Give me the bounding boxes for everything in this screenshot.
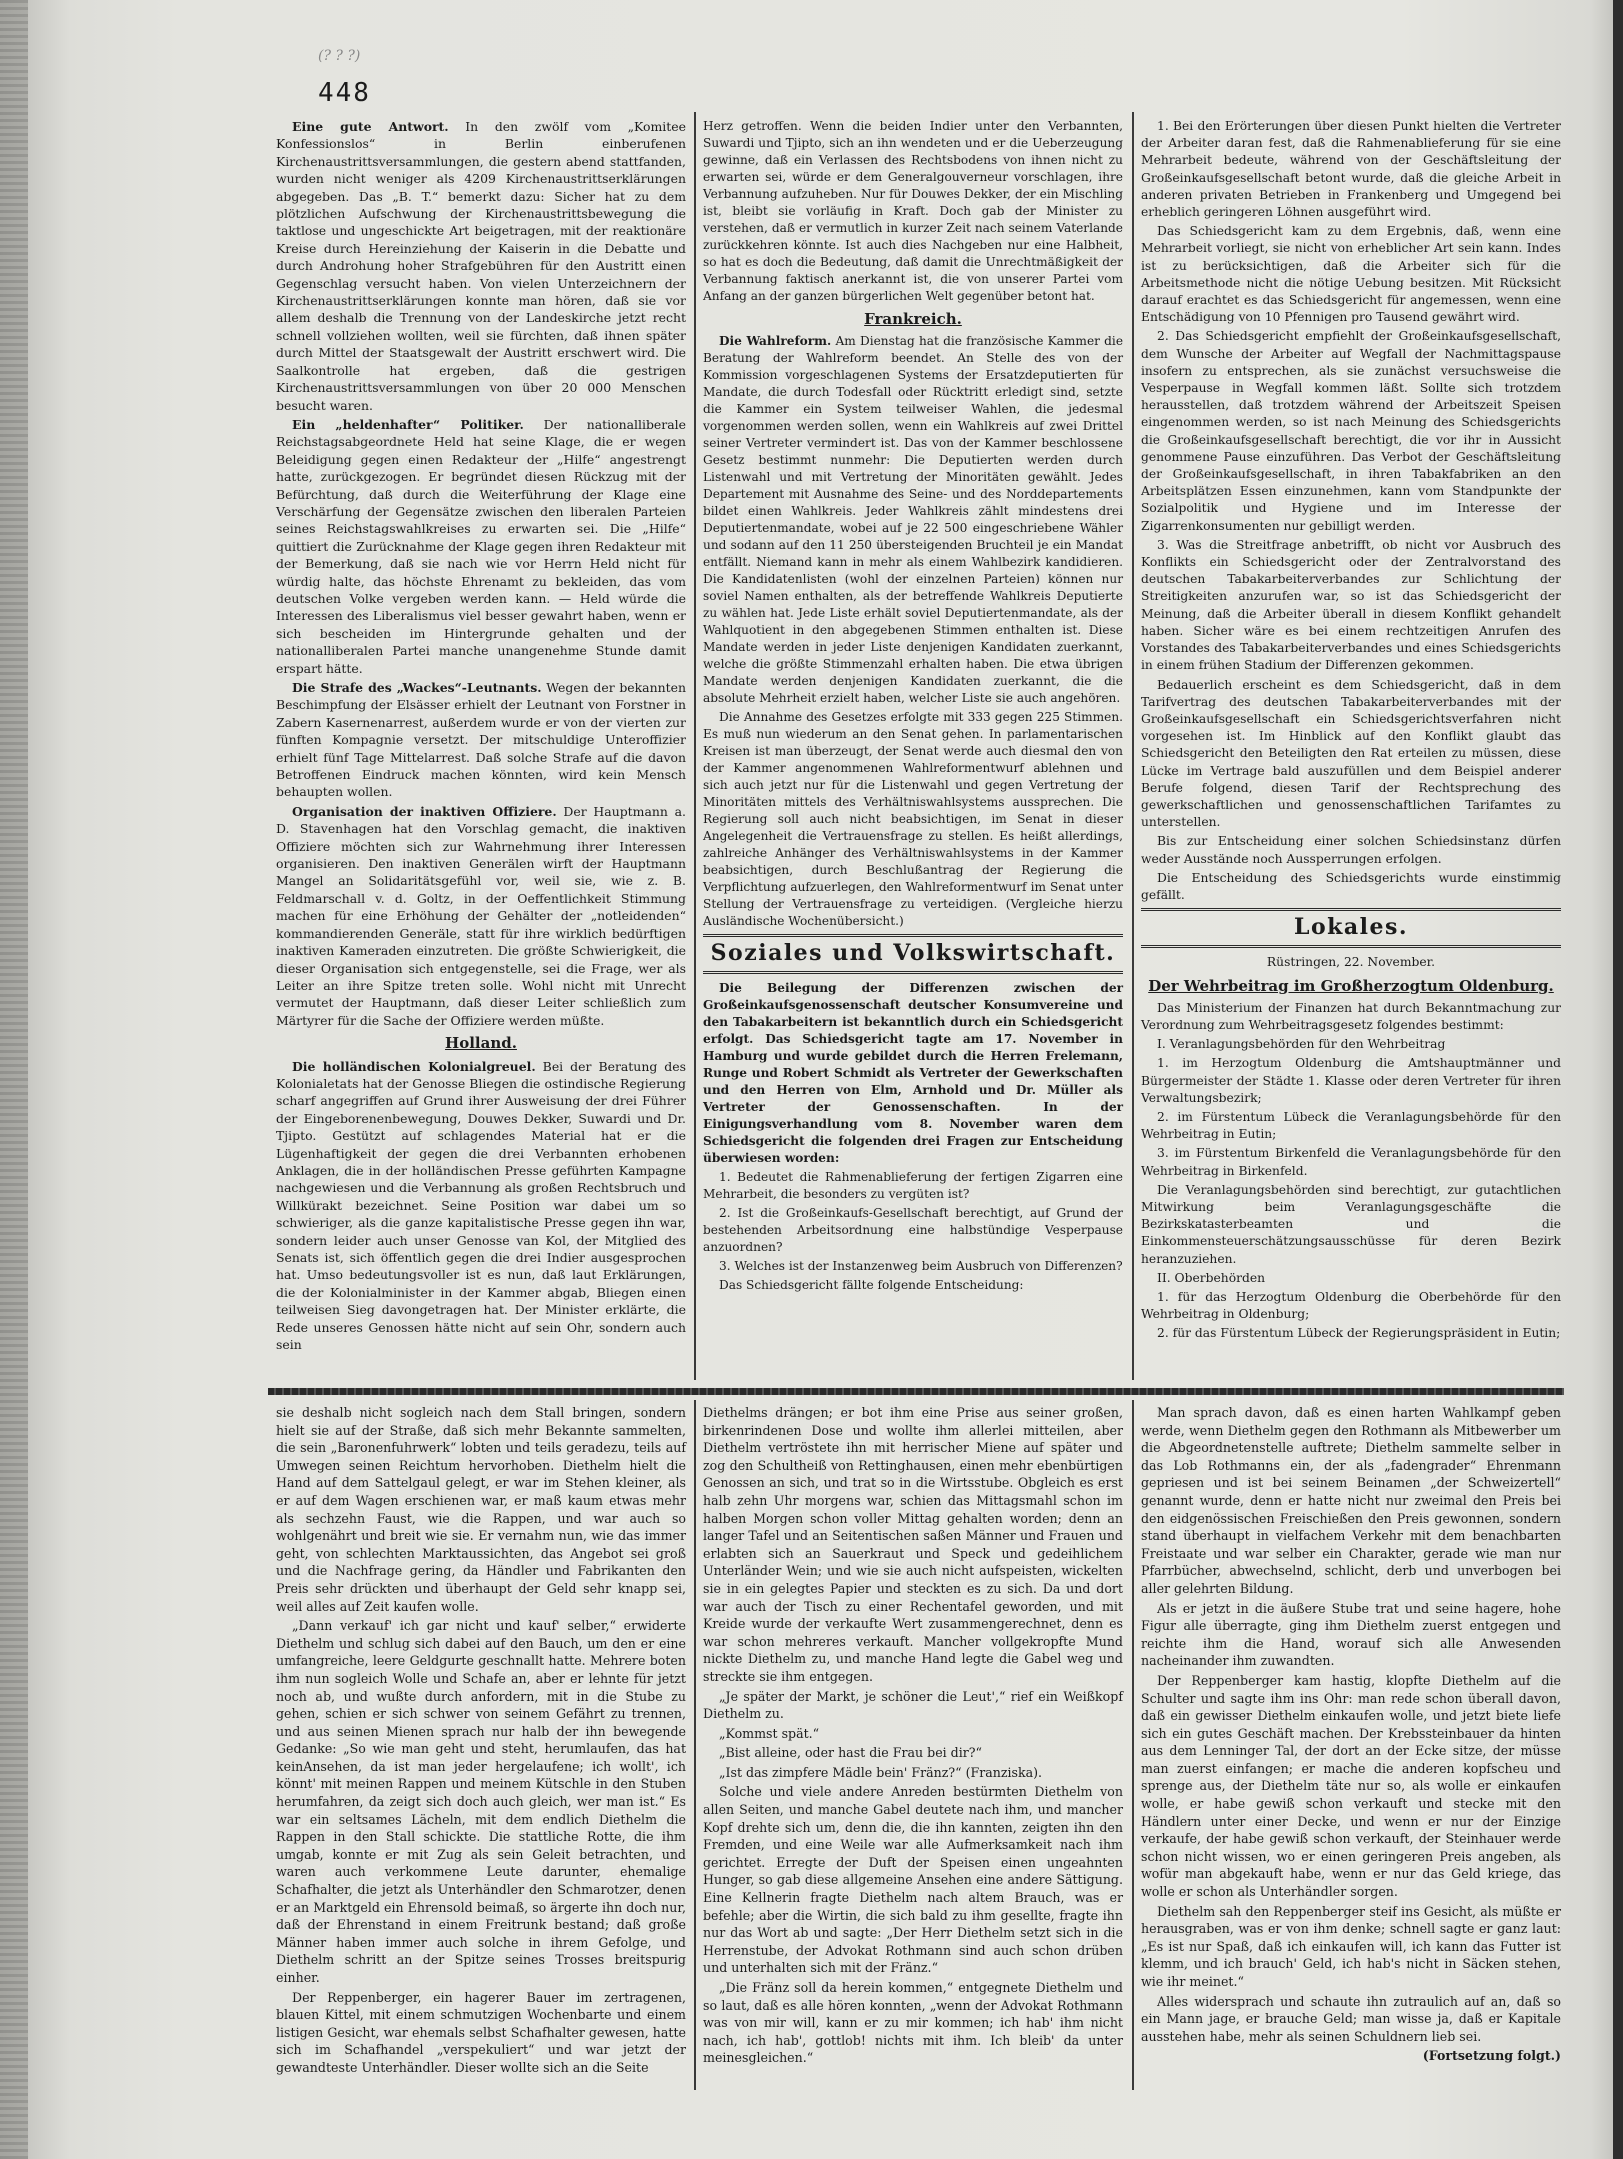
dateline: Rüstringen, 22. November.	[1266, 955, 1436, 970]
paragraph	[703, 1258, 1123, 1275]
feuilleton-separator	[268, 1388, 1564, 1395]
paragraph	[1141, 1325, 1561, 1342]
article-lead: Eine gute Antwort.	[292, 119, 449, 134]
column-divider	[694, 1400, 696, 2090]
paragraph	[276, 416, 686, 677]
paragraph-text: Als er jetzt in die äußere Stube trat und seine hagere, hohe Figur alle überragte, ging ihm Diethelm zuerst entgegen und reichte ihm die Hand, worauf sich alle Anwesenden nacheinander ihm zuwandten.	[1141, 1600, 1561, 1669]
paragraph	[1141, 537, 1561, 675]
paragraph	[703, 1783, 1123, 1977]
paragraph-text: Diethelm sah den Reppenberger steif ins Gesicht, als müßte er herausgraben, was er von ihm denke; schnell sagte er ganz laut: „Es ist nur Spaß, daß ich einkaufen will, ich kann das Futter ist klemm, und ich brauch' Geld, ich hab's nicht in Säcken stehen, wie ihr meinet.“	[1141, 1903, 1561, 1989]
paragraph-text: „Je später der Markt, je schöner die Leut',“ rief ein Weißkopf Diethelm zu.	[703, 1688, 1123, 1722]
paragraph-text: Herz getroffen. Wenn die beiden Indier unter den Verbannten, Suwardi und Tjipto, sich an ihn wendeten und er die Ueberzeugung gewinne, daß ein Verlassen des Rechtsbodens von ihnen nicht zu erwarten sei, würde er dem Generalgouverneur vorschlagen, ihre Verbannung aufzuheben. Nur für Douwes Dekker, der ein Mischling ist, bleibt sie vorläufig in Kraft. Doch gab der Minister zu verstehen, daß er vermutlich in kurzer Zeit nach seinem Vaterlande zurückkehren könnte. Ist auch dies Nachgeben nur eine Halbheit, so hat es doch die Bedeutung, daß damit die Unrechtmäßigkeit der Verbannung faktisch anerkannt ist, die von unserer Partei vom Anfang an der ganzen bürgerlichen Welt gegenüber betont hat.	[703, 119, 1123, 303]
article-lead: Die Wahlreform.	[719, 334, 832, 348]
paragraph-text: 1. für das Herzogtum Oldenburg die Oberbehörde für den Wehrbeitrag in Oldenburg;	[1141, 1290, 1561, 1322]
feuilleton-column-3	[1141, 1404, 1561, 2067]
paragraph-text: Die Beilegung der Differenzen zwischen der Großeinkaufsgenossenschaft deutscher Konsumvereine und den Tabakarbeitern ist bekanntlich durch ein Schiedsgericht erfolgt. Das Schiedsgericht tagte am 17. November in Hamburg und wurde gebildet durch die Herren Frelemann, Runge und Robert Schmidt als Vertreter der Gewerkschaften und den Herren von Elm, Arnhold und Dr. Müller als Vertreter der Genossenschaften. In der Einigungsverhandlung vom 8. November waren dem Schiedsgericht die folgenden drei Fragen zur Entscheidung überwiesen worden:	[703, 981, 1123, 1165]
paragraph-text: Der Hauptmann a. D. Stavenhagen hat den Vorschlag gemacht, die inaktiven Offiziere möchten sich zur Wahrnehmung ihrer Interessen organisieren. Den inaktiven Generälen wirft der Hauptmann Mangel an Solidaritätsgefühl vor, weil sie, wie z. B. Feldmarschall v. d. Goltz, in der Oeffentlichkeit Stimmung machen für eine Erhöhung der Gehälter der „notleidenden“ kommandierenden Generäle, statt für ihre wirklich bedürftigen inaktiven Kameraden einzutreten. Die größte Schwierigkeit, die dieser Organisation sich entgegenstelle, sei die Frage, wer als Leiter an ihre Spitze treten solle. Wohl nicht mit Unrecht vermutet der Hauptmann, daß dieser Leiter schließlich zum Märtyrer für die Sache der Offiziere werden müßte.	[276, 803, 687, 1028]
paragraph	[703, 1979, 1123, 2067]
paragraph-text: 1. Bei den Erörterungen über diesen Punkt hielten die Vertreter der Arbeiter daran fest, daß die Rahmenablieferung für sie eine Mehrarbeit bedeute, während von der Geschäftsleitung der Großeinkaufsgesellschaft betont wurde, daß die gleiche Arbeit in anderen privaten Betrieben in Frankenberg und Umgegend bei erheblich geringeren Löhnen ausgeführt wird.	[1141, 119, 1561, 220]
paragraph	[1141, 1109, 1561, 1143]
paragraph-text: Der nationalliberale Reichstagsabgeordnete Held hat seine Klage, die er wegen Beleidigung gegen einen Redakteur der „Hilfe“ angestrengt hatte, zurückgezogen. Er begründet diesen Rückzug mit der Befürchtung, daß durch die Weiterführung der Klage eine Verschärfung der Gegensätze zwischen den liberalen Parteien seines Reichstagswahlkreises zu erwarten sei. Die „Hilfe“ quittiert die Zurücknahme der Klage gegen ihren Redakteur mit der Bemerkung, daß sie nach wie vor Herrn Held nicht für würdig halte, das höchste Ehrenamt zu bekleiden, das vom deutschen Volke vergeben werden kann. — Held würde die Interessen des Liberalismus viel besser gewahrt haben, wenn er sich bescheiden im Hintergrunde gehalten und der nationalliberalen Partei manche unangenehme Stunde damit erspart hätte.	[276, 416, 686, 676]
scan-binding-edge	[0, 0, 28, 2159]
paragraph	[1141, 1289, 1561, 1323]
paragraph-text: 3. im Fürstentum Birkenfeld die Veranlagungsbehörde für den Wehrbeitrag in Birkenfeld.	[1141, 1146, 1561, 1178]
paragraph	[703, 333, 1123, 707]
paragraph	[703, 1169, 1123, 1203]
paragraph-text: „Ist das zimpfere Mädle bein' Fränz?“ (Franziska).	[719, 1764, 1043, 1780]
section-heading: Der Wehrbeitrag im Großherzogtum Oldenburg.	[1148, 976, 1554, 995]
paragraph	[1141, 1036, 1561, 1053]
paragraph-text: Am Dienstag hat die französische Kammer die Beratung der Wahlreform beendet. An Stelle des von der Kommission vorgeschlagenen Systems der Ersatzdeputierten für Mandate, die durch Todesfall oder Rücktritt erledigt sind, setzte die Kammer ein System teilweiser Wahlen, die jedesmal vorgenommen werden sollen, wenn ein Wahlkreis auf zwei Drittel seiner Vertreter vermindert ist. Das von der Kammer beschlossene Gesetz bestimmt nunmehr: Die Deputierten werden durch Listenwahl und mit Vertretung der Minoritäten gewählt. Jedes Departement mit Ausnahme des Seine- und des Norddepartements bildet einen Wahlkreis. Jeder Wahlkreis zählt mindestens drei Deputiertenmandate, wobei auf je 22 500 eingeschriebene Wähler und sodann auf den 11 250 übersteigenden Bruchteil je ein Mandat entfällt. Niemand kann in mehr als einem Wahlbezirk kandidieren. Die Kandidatenlisten (wohl der einzelnen Parteien) können nur soviel Namen enthalten, als der betreffende Wahlkreis Deputierte zu wählen hat. Jede Liste erhält soviel Deputiertenmandate, als der Wahlquotient in den abgegebenen Stimmen enthalten ist. Diese Mandate werden in jeder Liste denjenigen Kandidaten zuerkannt, welche die größte Stimmenzahl erhalten haben. Die etwa übrigen Mandate werden denjenigen Kandidaten zuerkannt, die die absolute Mehrheit erzielt haben, welcher Liste sie auch angehören.	[703, 334, 1123, 705]
paragraph-text: Die Entscheidung des Schiedsgerichts wurde einstimmig gefällt.	[1141, 870, 1561, 902]
section-heading-box	[1141, 908, 1561, 948]
paragraph	[276, 1617, 686, 1986]
column-2	[703, 118, 1123, 1296]
paragraph	[1141, 223, 1561, 326]
paragraph	[276, 118, 686, 414]
paragraph	[703, 1688, 1123, 1723]
article-lead: Die holländischen Kolonialgreuel.	[292, 1058, 536, 1074]
paragraph	[1141, 1993, 1561, 2046]
paragraph-text: Alles widersprach und schaute ihn zutraulich auf an, daß so ein Mann jage, er brauche Geld; man wisse ja, daß er Kapitale ausstehen habe, mehr als seinen Schuldnern lieb sei.	[1141, 1993, 1561, 2044]
paragraph-text: II. Oberbehörden	[1157, 1270, 1266, 1285]
paragraph	[1141, 1145, 1561, 1179]
paragraph-text: Bei der Beratung des Kolonialetats hat der Genosse Bliegen die ostindische Regierung scharf angegriffen auf Grund ihrer Ausweisung der drei Führer der Eingeborenenbewegung, Douwes Dekker, Suwardi und Dr. Tjipto. Gestützt auf schlagendes Material hat er die Lügenhaftigkeit der gegen die drei Verbannten erhobenen Anklagen, die in der holländischen Presse geführten Kampagne nachgewiesen und die Verbannung als großen Rechtsbruch und Willkürakt bezeichnet. Seine Position war dabei um so schwieriger, als die ganze kapitalistische Presse gegen ihn war, sondern leider auch unser Genosse van Kol, der Mitglied des Senats ist, sich öffentlich gegen die drei Indier ausgesprochen hat. Umso bedeutungsvoller ist es nun, daß laut Erklärungen, die der Kolonialminister in der Kammer abgab, Bliegen einen teilweisen Sieg davongetragen hat. Der Minister erklärte, die Rede unseres Genossen hätte nicht auf sein Ohr, sondern auch sein	[276, 1058, 687, 1353]
paragraph-text: Bis zur Entscheidung einer solchen Schiedsinstanz dürfen weder Ausstände noch Aussperrungen erfolgen.	[1141, 834, 1561, 866]
paragraph	[1141, 677, 1561, 832]
paragraph	[703, 1404, 1123, 1686]
paragraph-text: Das Schiedsgericht fällte folgende Entscheidung:	[719, 1278, 1024, 1292]
column-3	[1141, 118, 1561, 1345]
paragraph-text: Diethelms drängen; er bot ihm eine Prise aus seiner großen, birkenrindenen Dose und wollte ihm allerlei mitteilen, aber Diethelm vertröstete ihn mit herrischer Miene auf später und zog den Schultheiß von Rettinghausen, einen mehr ebenbürtigen Genossen an sich, und trat so in die Wirtsstube. Obgleich es erst halb zehn Uhr morgens war, schien das Mittagsmahl schon im halben Morgen schon voller Mittag gehalten worden; denn an langer Tafel und an Seitentischen saßen Männer und Frauen und erlabten sich an Sauerkraut und Speck und gedeihlichem Unterländer Wein; und wie sie auch nicht aufspeisten, wickelten sie in ein gelegtes Papier und steckten es zu sich. Da und dort war auch der Tisch zu einer Rechentafel geworden, und mit Kreide wurde der verkaufte Wert zusammengerechnet, denn es war schon mehreres verkauft. Mancher vollgekropfte Mund nickte Diethelm zu, und manche Hand legte die Gabel weg und streckte sie ihm entgegen.	[703, 1405, 1123, 1684]
paragraph-text: Der Reppenberger, ein hagerer Bauer im zertragenen, blauen Kittel, mit einem schmutzigen Wochenbarte und einem listigen Gesicht, war ehemals selbst Schafhalter gewesen, hatte sich im Schafhandel „verspekuliert“ und war jetzt der gewandteste Unterhändler. Dieser wollte sich an die Seite	[276, 1989, 686, 2075]
paragraph-text: Die Annahme des Gesetzes erfolgte mit 333 gegen 225 Stimmen. Es muß nun wiederum an den Senat gehen. In parlamentarischen Kreisen ist man überzeugt, der Senat werde auch diesmal den von der Kammer angenommenen Wahlreformentwurf ablehnen und sich auch jetzt nur für die Listenwahl und gegen Vertretung der Minoritäten mittels des Verhältniswahlsystems aussprechen. Die Regierung soll auch nicht beabsichtigen, im Senat in dieser Angelegenheit die Vertrauensfrage zu stellen. Es heißt allerdings, zahlreiche Anhänger des Verhältniswahlsystems in der Kammer beabsichtigen, durch Beschlußantrag der Regierung die Verpflichtung aufzuerlegen, den Wahlreformentwurf im Senat unter Stellung der Vertrauensfrage zu verteidigen. (Vergleiche hierzu Ausländische Wochenübersicht.)	[703, 710, 1123, 928]
paragraph	[703, 709, 1123, 930]
column-divider	[1132, 1400, 1134, 2090]
paragraph-text: 2. Ist die Großeinkaufs-Gesellschaft berechtigt, auf Grund der bestehenden Arbeitsordnung eine halbstündige Vesperpause anzuordnen?	[703, 1206, 1123, 1254]
paragraph-text: 2. für das Fürstentum Lübeck der Regierungspräsident in Eutin;	[1157, 1326, 1561, 1341]
paragraph	[703, 1277, 1123, 1294]
section-title: Lokales.	[1293, 914, 1409, 941]
paragraph-text: 2. im Fürstentum Lübeck die Veranlagungsbehörde für den Wehrbeitrag in Eutin;	[1141, 1109, 1561, 1142]
paragraph	[276, 1989, 686, 2077]
paragraph	[276, 803, 686, 1029]
paragraph-text: Das Ministerium der Finanzen hat durch Bekanntmachung zur Verordnung zum Wehrbeitragsgesetz folgendes bestimmt:	[1141, 1000, 1561, 1032]
paragraph-text: sie deshalb nicht sogleich nach dem Stall bringen, sondern hielt sie auf der Straße, daß sich mehr Bekannte sammelten, die sein „Baronenfuhrwerk“ lobten und teils geradezu, teils auf Umwegen seinen Reichtum hervorhoben. Diethelm hielt die Hand auf dem Sattelgaul gelegt, er war im Stehen kleiner, als er auf dem Wagen erschienen war, er maß kaum etwas mehr als sechzehn Faust, wie die Rappen, und war auch so wohlgenährt und breit wie sie. Er vernahm nun, wie das immer geht, von schlechten Marktaussichten, das Angebot sei groß und die Nachfrage gering, da Händler und Fabrikanten den Preis sehr drückten und überhaupt der Geld sehr knapp sei, weil alles auf Zeit kaufen wolle.	[276, 1405, 686, 1614]
paragraph-text: 2. Das Schiedsgericht empfiehlt der Großeinkaufsgesellschaft, dem Wunsche der Arbeiter auf Wegfall der Nachmittagspause insofern zu entsprechen, als sie zunächst versuchsweise die Vesperpause in Wegfall kommen läßt. Sollte sich trotzdem herausstellen, daß trotzdem während der Arbeitszeit Speisen eingenommen werden, so ist nach Meinung des Schiedsgerichts die Großeinkaufsgesellschaft berechtigt, die vor ihr in Aussicht genommene Pause einzuführen. Das Verbot der Geschäftsleitung der Großeinkaufsgesellschaft, in ihren Tabakfabriken an den Arbeitsplätzen Essen einzunehmen, kann vom Standpunkte der Sozialpolitik und Hygiene und im Interesse der Zigarrenkonsumenten nur gebilligt werden.	[1141, 329, 1561, 533]
article-lead: Die Strafe des „Wackes“-Leutnants.	[292, 680, 542, 695]
article-lead: Ein „heldenhafter“ Politiker.	[292, 416, 524, 432]
column-divider	[1132, 112, 1134, 1380]
paragraph-text: 3. Welches ist der Instanzenweg beim Ausbruch von Differenzen?	[719, 1259, 1123, 1273]
paragraph	[1141, 1000, 1561, 1034]
paragraph	[703, 1764, 1123, 1782]
paragraph	[703, 980, 1123, 1167]
paragraph-text: „Die Fränz soll da herein kommen,“ entgegnete Diethelm und so laut, daß es alle hören konnten, „wenn der Advokat Rothmann was von mir will, kann er zu mir kommen; ich hab' ihm nicht nach, ich hab', gottlob! nichts mit ihm. Ich bleib' da unter meinesgleichen.“	[703, 1980, 1123, 2066]
paragraph	[276, 1058, 686, 1354]
section-title: Soziales und Volkswirtschaft.	[710, 940, 1116, 966]
paragraph	[703, 1744, 1123, 1762]
paragraph	[1141, 1903, 1561, 1991]
paragraph	[1141, 1182, 1561, 1268]
paragraph-text: 1. Bedeutet die Rahmenablieferung der fertigen Zigarren eine Mehrarbeit, die besonders zu vergüten ist?	[703, 1170, 1123, 1201]
section-heading: Frankreich.	[864, 310, 962, 328]
paragraph-text: In den zwölf vom „Komitee Konfessionslos“ in Berlin einberufenen Kirchenaustrittsversammlungen, die gestern abend stattfanden, wurden nicht weniger als 4209 Kirchenaustrittserklärungen abgegeben. Das „B. T.“ bemerkt dazu: Sicher hat zu dem plötzlichen Aufschwung der Kirchenaustrittsbewegung die taktlose und ungeschickte Art beigetragen, mit der reaktionäre Kreise durch Hereinziehung der Kaiserin in die Debatte und durch Androhung hoher Strafgebühren für den Austritt einen Gegenschlag versucht haben. Von vielen Unterzeichnern der Kirchenaustrittserklärungen konnte man hören, daß sie vor allem deshalb die Trennung von der Landeskirche jetzt recht schnell vollziehen wollten, weil sie fürchten, daß ihnen später durch Mittel der Staatsgewalt der Austritt erschwert wird. Die Saalkontrolle hat ergeben, daß die gestrigen Kirchenaustrittsversammlungen von über 20 000 Menschen besucht waren.	[276, 119, 686, 413]
paragraph-text: I. Veranlagungsbehörden für den Wehrbeitrag	[1157, 1037, 1446, 1052]
paragraph	[1141, 870, 1561, 904]
paragraph-text: „Bist alleine, oder hast die Frau bei dir?“	[719, 1745, 982, 1761]
paragraph	[1141, 1404, 1561, 1598]
page-number: 448	[318, 78, 371, 108]
paragraph-text: „Kommst spät.“	[719, 1725, 820, 1741]
scan-right-edge	[1613, 0, 1623, 2159]
paragraph-text: Man sprach davon, daß es einen harten Wahlkampf geben werde, wenn Diethelm gegen den Rothmann als Mitbewerber um die Abgeordnetenstelle auftrete; Diethelm sammelte selber in das Lob Rothmanns ein, der als „fadengrader“ Ehrenmann gepriesen und ist bei seinem Beinamen „der Schweizertell“ genannt wurde, denn er hatte nicht nur zweimal den Preis bei den eidgenössischen Freischießen den Preis gewonnen, sondern stand überhaupt in vielfachem Verkehr mit dem benachbarten Freistaate und war selber ein Charakter, gerade wie man nur Pfarrbücher, abwechselnd, schlicht, derb und unverbogen bei aller gelehrten Bildung.	[1141, 1405, 1561, 1596]
paragraph	[703, 1205, 1123, 1256]
feuilleton-column-1	[276, 1404, 686, 2079]
paragraph-text: Der Reppenberger kam hastig, klopfte Diethelm auf die Schulter und sagte ihm ins Ohr: man rede schon überall davon, daß ein gewisser Diethelm einkaufen wolle, und jetzt biete liefe sich ein gutes Geschäft machen. Der Krebssteinbauer da hinten aus dem Lenninger Tal, der dort an der Ecke sitze, der müsse man zuerst einfangen; er mache die anderen kopfscheu und sprenge aus, der Diethelm täte nur so, als wolle er einkaufen wolle, er habe gewiß schon verkauft und stecke mit den Händlern unter einer Decke, und wenn er nur der Einzige verkaufe, der habe gewiß schon verkauft, der Steinhauer werde schon nicht wissen, wo er einen geringeren Preis angeben, als wofür man abgekauft habe, wenn er nur das Geld kriege, das wolle er schon als Unterhändler sorgen.	[1141, 1672, 1561, 1900]
paragraph	[703, 1725, 1123, 1743]
column-divider	[694, 112, 696, 1380]
paragraph-text: 1. im Herzogtum Oldenburg die Amtshauptmänner und Bürgermeister der Städte 1. Klasse oder deren Vertreter für ihren Verwaltungsbezirk;	[1141, 1056, 1561, 1105]
paragraph	[1141, 1270, 1561, 1287]
paragraph	[1141, 1055, 1561, 1107]
column-1	[276, 118, 686, 1355]
paragraph-text: Bedauerlich erscheint es dem Schiedsgericht, daß in dem Tarifvertrag des deutschen Tabakarbeiterverbandes mit der Großeinkaufsgesellschaft ein Schiedsgerichtsverfahren nicht vorgesehen ist. Im Hinblick auf den Konflikt glaubt das Schiedsgericht den Beteiligten den Rat erteilen zu müssen, diese Lücke im Vertrage bald auszufüllen und dem Beispiel anderer Berufe folgend, diesen Tarif der Rechtsprechung des gewerkschaftlichen und genossenschaftlichen Tarifamtes zu unterstellen.	[1141, 677, 1561, 830]
paragraph	[1141, 833, 1561, 867]
pencil-margin-note: (? ? ?)	[318, 48, 361, 64]
continuation-note: (Fortsetzung folgt.)	[1422, 2048, 1561, 2064]
paragraph-text: Solche und viele andere Anreden bestürmten Diethelm von allen Seiten, und manche Gabel deutete nach ihm, und mancher Kopf drehte sich um, denn die, die ihn kannten, zeigten ihn den Fremden, und eine Weile war alle Aufmerksamkeit nach ihm gerichtet. Erregte der Duft der Speisen einen ungeahnten Hunger, so gab diese allgemeine Ansehen eine andere Sättigung. Eine Kellnerin fragte Diethelm nach altem Brauch, was er befehle; aber die Wirtin, die sich bald zu ihm gesellte, fragte ihn nur das Wort ab und sagte: „Der Herr Diethelm setzt sich in die Herrenstube, der Advokat Rothmann sind auch schon drüben und unterhalten sich mit der Fränz.“	[703, 1784, 1123, 1976]
article-lead: Organisation der inaktiven Offiziere.	[292, 803, 557, 819]
paragraph	[1141, 1672, 1561, 1901]
paragraph	[276, 679, 686, 801]
paragraph-text: 3. Was die Streitfrage anbetrifft, ob nicht vor Ausbruch des Konflikts ein Schiedsgericht oder der Zentralvorstand des deutschen Tabakarbeiterverbandes zur Schlichtung der Streitigkeiten anzurufen war, so ist das Schiedsgericht der Meinung, daß die Arbeiter überall in diesem Konflikt gehandelt haben. Sicher wäre es bei einem rechtzeitigen Anrufen des Vorstandes des Tabakarbeiterverbandes und eines Schiedsgerichts in einem frühen Stadium der Differenzen gekommen.	[1141, 537, 1561, 673]
paragraph-text: „Dann verkauf' ich gar nicht und kauf' selber,“ erwiderte Diethelm und schlug sich dabei auf den Bauch, um den er eine umfangreiche, leere Geldgurte geschnallt hatte. Mehrere boten ihm nun sogleich Wolle und Schafe an, aber er lehnte für jetzt noch ab, und wußte durch anfordern, mit in die Stube zu gehen, schien er sich schwer von seinem Gefährt zu trennen, und aus seinen Mienen sprach nur halb der ihn bewegende Gedanke: „So wie man geht und steht, herumlaufen, das hat keinAnsehen, da ist man jeder hergelaufene; ich wollt', ich könnt' mit meinen Rappen und meinem Kütschle in den Stuben herumfahren, da zeigt sich doch auch gleich, wer man ist.“ Es war ein seltsames Lächeln, mit dem endlich Diethelm die Rappen in den Stall schickte. Die stattliche Rotte, die ihm umgab, konnte er mit Zug als sein Geleit betrachten, und waren auch verkommene Leute darunter, ehemalige Schafhalter, die jetzt als Unterhändler den Schmarotzer, denen er an Marktgeld ein Ehrensold beimaß, so ärgerte ihn doch nur, daß der Ehrenstand in einem Freitrunk bestand; daß große Männer haben immer auch solche in ihrem Gefolge, und Diethelm schritt an der Spitze seines Trosses breitspurig einher.	[276, 1618, 686, 1985]
paragraph-text: Die Veranlagungsbehörden sind berechtigt, zur gutachtlichen Mitwirkung beim Veranlagungsgeschäfte die Bezirkskatasterbeamten und die Einkommensteuerschätzungsausschüsse für deren Bezirk heranzuziehen.	[1141, 1182, 1561, 1266]
section-heading: Holland.	[445, 1034, 517, 1053]
section-heading-box	[703, 934, 1123, 974]
paragraph-text: Das Schiedsgericht kam zu dem Ergebnis, daß, wenn eine Mehrarbeit vorliegt, sie nicht von erheblicher Art sein kann. Indes ist zu berücksichtigen, daß die Arbeiter sich für die Arbeitsmethode nicht die nötige Uebung besitzen. Mit Rücksicht darauf erachtet es das Schiedsgericht für angemessen, wenn eine Entschädigung von 10 Pfennigen pro Tausend gewährt wird.	[1141, 224, 1561, 325]
paragraph	[1141, 328, 1561, 534]
paragraph	[1141, 1600, 1561, 1670]
paragraph-text: Wegen der bekannten Beschimpfung der Elsässer erhielt der Leutnant von Forstner in Zabern Kasernenarrest, außerdem wurde er von der vierten zur fünften Kompagnie versetzt. Der mitschuldige Unteroffizier erhielt fünf Tage Mittelarrest. Daß solche Strafe auf die davon Betroffenen Eindruck machen könnten, wird kein Mensch behaupten wollen.	[276, 680, 686, 800]
feuilleton-column-2	[703, 1404, 1123, 2069]
paragraph	[276, 1404, 686, 1615]
paragraph	[703, 118, 1123, 305]
paragraph	[1141, 118, 1561, 221]
